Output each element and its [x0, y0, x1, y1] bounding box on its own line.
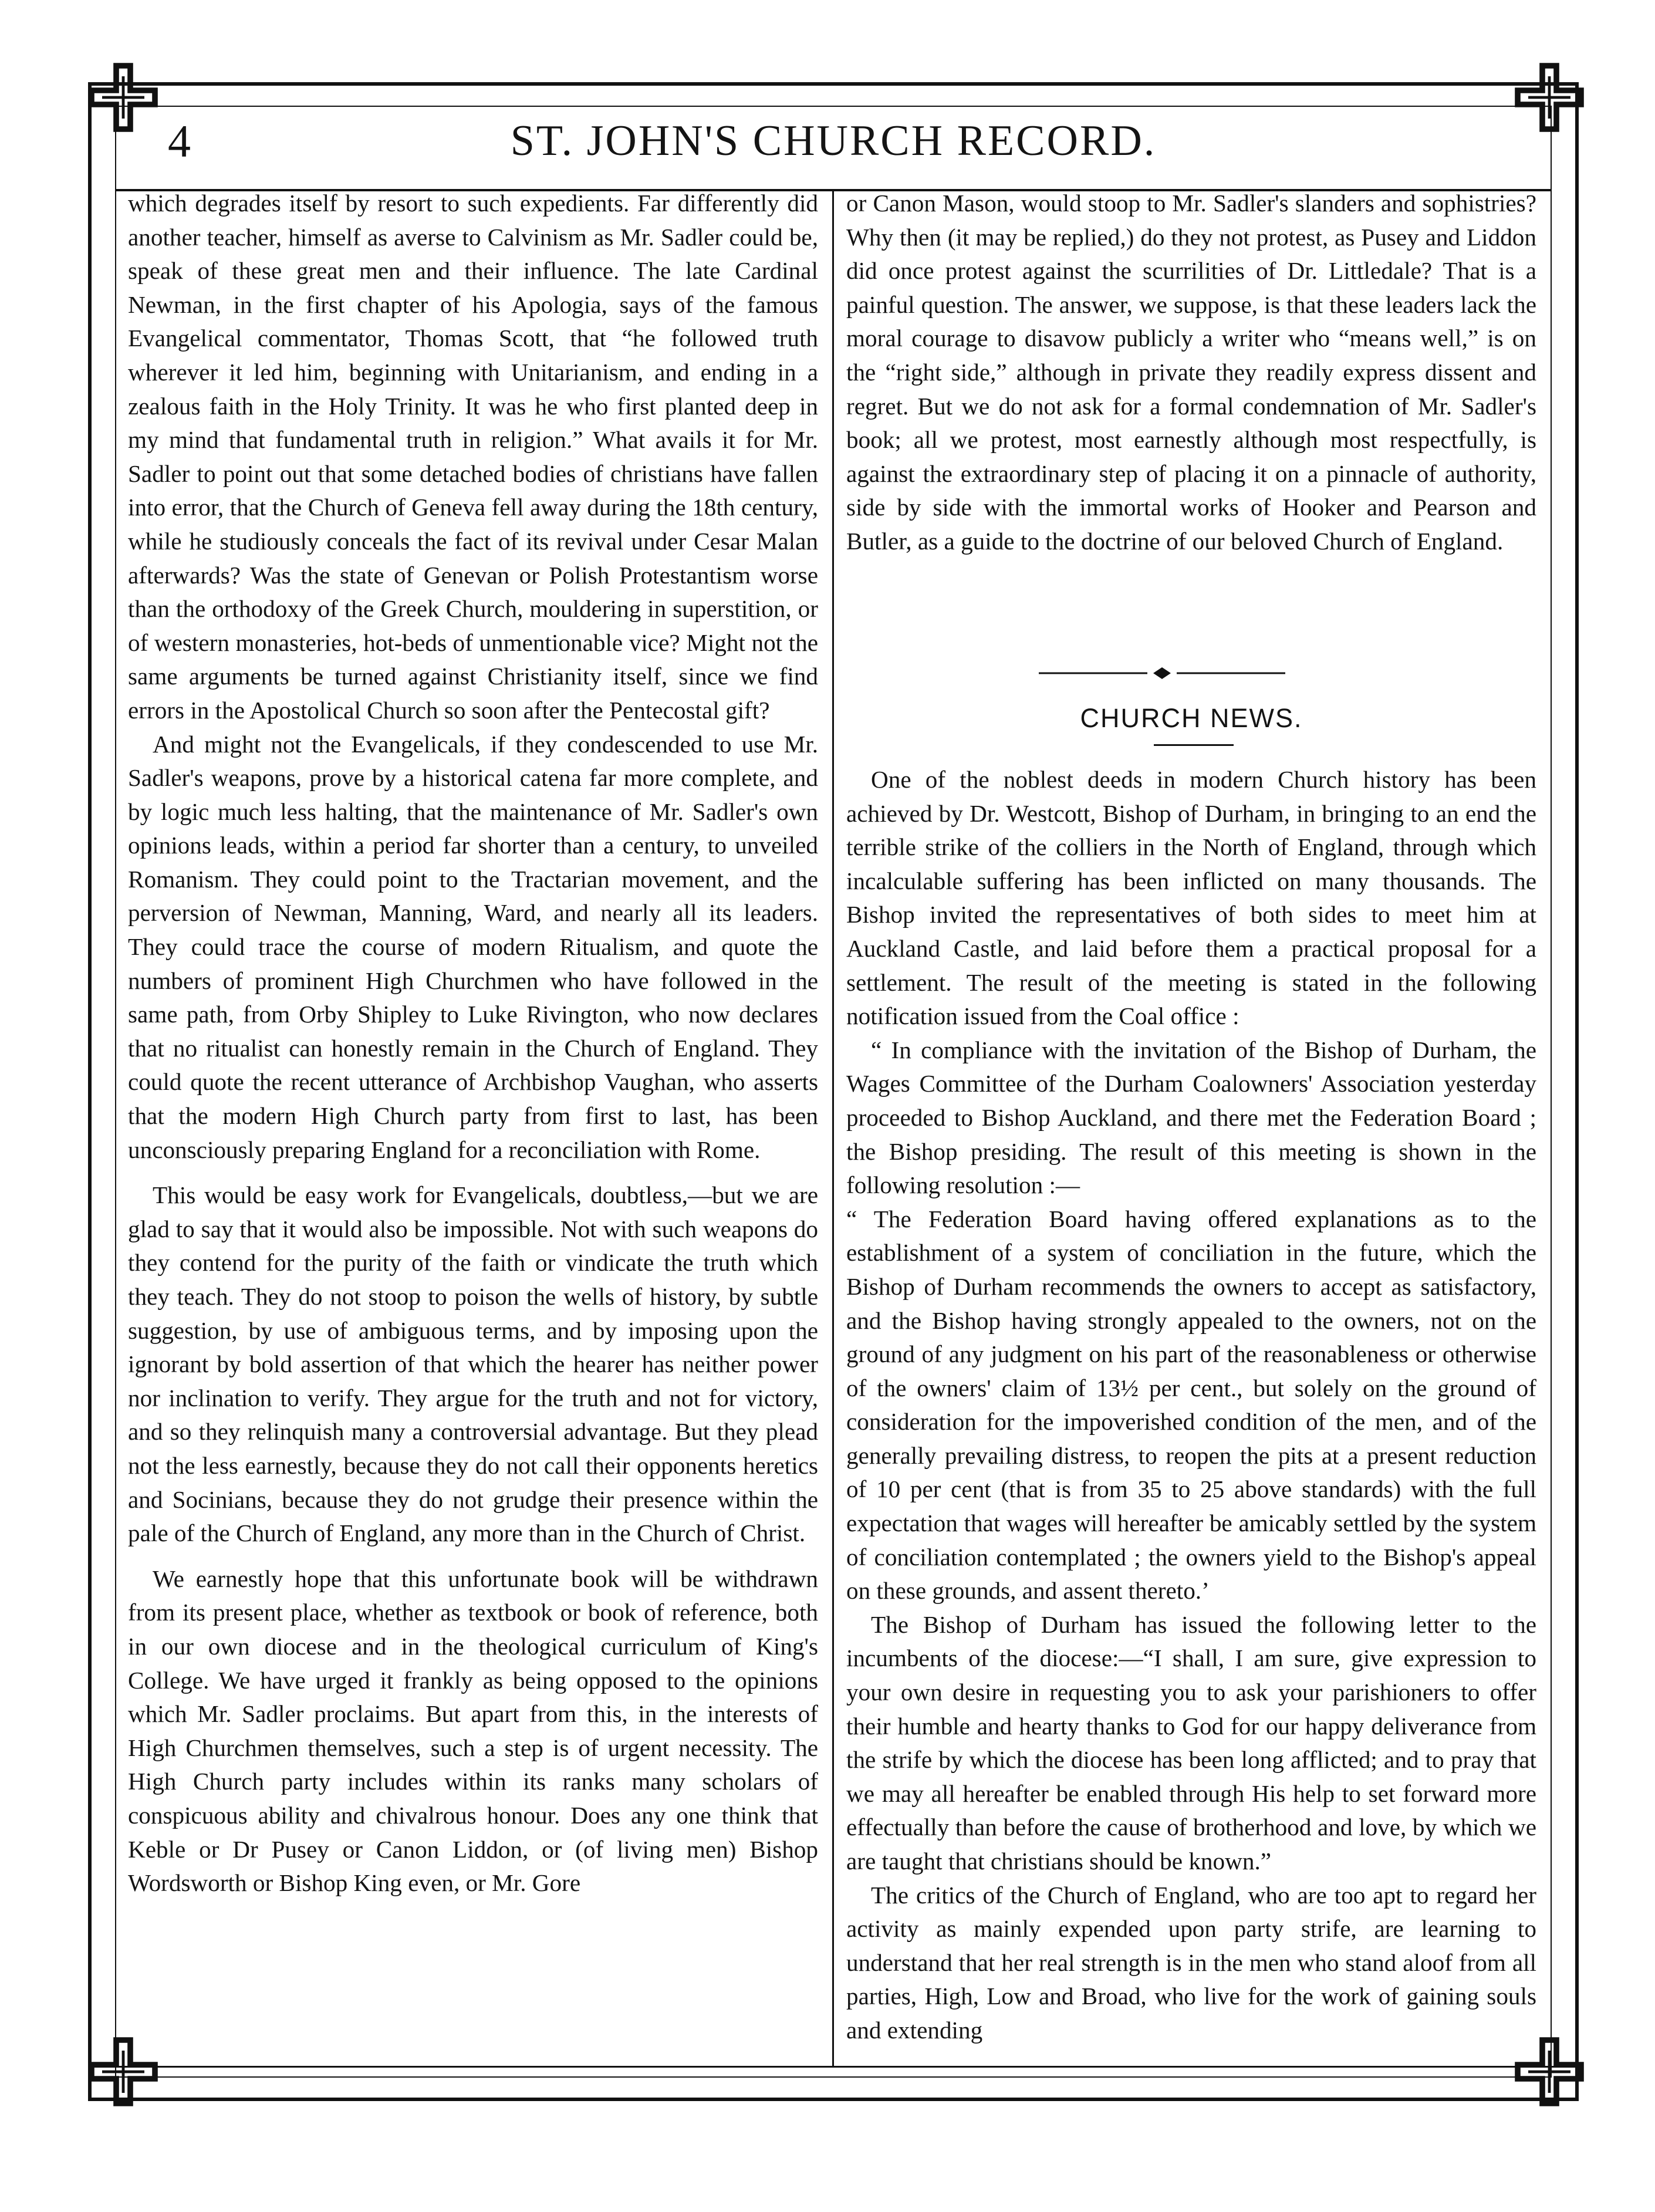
church-news-column [846, 763, 1536, 2048]
footer-rule [88, 2066, 1579, 2068]
article-paragraph: which degrades itself by resort to such expedients. Far differently did another teacher, himself as averse to Calvinism as Mr. Sadler could be, speak of these great men and their influence. The late Cardinal Newman, in the first chapter of his Apologia, says of the famous Evangelical commentator, Thomas Scott, that “he followed truth wherever it led him, beginning with Unitarianism, and ending in a zealous faith in the Holy Trinity. It was he who first planted deep in my mind that fundamental truth in religion.” What avails it for Mr. Sadler to point out that some detached bodies of christians have fallen into error, that the Church of Geneva fell away during the 18th century, while he studiously conceals the fact of its revival under Cesar Malan afterwards? Was the state of Genevan or Polish Protestantism worse than the orthodoxy of the Greek Church, mouldering in superstition, or of western monasteries, hot-beds of unmentionable vice? Might not the same arguments be turned against Christianity itself, since we find errors in the Apostolical Church so soon after the Pentecostal gift? [128, 190, 818, 724]
article-paragraph: And might not the Evangelicals, if they condescended to use Mr. Sadler's weapons, prove by a historical catena far more complete, and by logic much less halting, that the maintenance of Mr. Sadler's own opinions leads, within a period far shorter than a century, to unveiled Romanism. They could point to the Tractarian movement, and the perversion of Newman, Manning, Ward, and nearly all its leaders. They could trace the course of modern Ritualism, and quote the numbers of prominent High Churchmen who have followed in the same path, from Orby Shipley to Luke Rivington, who now declares that no ritualist can honestly remain in the Church of England. They could quote the recent utterance of Archbishop Vaughan, who asserts that the modern High Church party from first to last, has been unconsciously preparing England for a reconciliation with Rome. [128, 730, 818, 1163]
article-paragraph: We earnestly hope that this unfortunate book will be withdrawn from its present place, whether as textbook or book of reference, both in our own diocese and in the theological curriculum of King's College. We have urged it frankly as being opposed to the opinions which Mr. Sadler proclaims. But apart from this, in the interests of High Churchmen themselves, such a step is of urgent necessity. The High Church party includes within its ranks many scholars of conspicuous ability and chivalrous honour. Does any one think that Keble or Dr Pusey or Canon Liddon, or (of living men) Bishop Wordsworth or Bishop King even, or Mr. Gore [128, 1565, 818, 1897]
page-header [115, 112, 1552, 185]
news-quote: “ The Federation Board having offered explanations as to the establishment of a system of conciliation in the future, which the Bishop of Durham recommends the owners to accept as satisfactory, and the Bishop having strongly appealed to the owners, not on the ground of any judgment on his part of the reasonableness or otherwise of the owners' claim of 13½ per cent., but solely on the ground of consideration for the impoverished condition of the men, and of the generally prevailing distress, to reopen the pits at a present reduction of 10 per cent (that is from 35 to 25 above standards) with the full expectation that wages will hereafter be amicably settled by the system of conciliation contemplated ; the owners yield to the Bishop's appeal on these grounds, and assent thereto.’ [846, 1205, 1536, 1605]
news-paragraph: The critics of the Church of England, who are too apt to regard her activity as mainly expended upon party strife, are learning to understand that her real strength is in the men who stand aloof from all parties, High, Low and Broad, who live for the work of gaining souls and extending [846, 1881, 1536, 2044]
article-paragraph: or Canon Mason, would stoop to Mr. Sadler's slanders and sophistries? Why then (it may be replied,) do they not protest, as Pusey and Liddon did once protest against the scurrilities of Dr. Littledale? That is a painful question. The answer, we suppose, is that these leaders lack the moral courage to disavow publicly a writer who “means well,” is on the “right side,” although in private they readily express dissent and regret. But we do not ask for a formal condemnation of Mr. Sadler's book; all we protest, most earnestly although most respectfully, is against the extraordinary step of placing it on a pinnacle of authority, side by side with the immortal works of Hooker and Pearson and Butler, as a guide to the doctrine of our beloved Church of England. [846, 190, 1536, 555]
heading-underline [1154, 744, 1234, 746]
news-paragraph: One of the noblest deeds in modern Church history has been achieved by Dr. Westcott, Bishop of Durham, in bringing to an end the terrible strike of the colliers in the North of England, through which incalculable suffering has been inflicted on many thousands. The Bishop invited the representatives of both sides to meet him at Auckland Castle, and laid before them a practical proposal for a settlement. The result of the meeting is stated in the following notification issued from the Coal office : [846, 766, 1536, 1030]
page-number: 4 [168, 116, 191, 167]
left-column [128, 187, 818, 1900]
news-quote: “ In compliance with the invitation of the Bishop of Durham, the Wages Committee of the Durham Coalowners' Association yesterday proceeded to Bishop Auckland, and there met the Federation Board ; the Bishop presiding. The result of this meeting is shown in the following resolution :— [846, 1036, 1536, 1199]
publication-title: ST. JOHN'S CHURCH RECORD. [510, 117, 1157, 165]
right-column-top [846, 187, 1536, 559]
column-divider [832, 189, 834, 2066]
news-paragraph: The Bishop of Durham has issued the following letter to the incumbents of the diocese:—“I shall, I am sure, give expression to your own desire in requesting you to ask your parishioners to offer their humble and hearty thanks to God for our happy deliverance from the strife by which the diocese has been long afflicted; and to pray that we may all hereafter be enabled through His help to set forward more effectually than before the cause of brotherhood and love, by which we are taught that christians should be known.” [846, 1610, 1536, 1875]
section-heading: CHURCH NEWS. [1080, 703, 1303, 733]
section-ornament-icon [1039, 664, 1285, 682]
article-paragraph: This would be easy work for Evangelicals, doubtless,—but we are glad to say that it would also be impossible. Not with such weapons do they contend for the purity of the faith or vindicate the truth which they teach. They do not stoop to poison the wells of history, by subtle suggestion, by use of ambiguous terms, and by imposing upon the ignorant by bold assertion of that which the hearer has neither power nor inclination to verify. They argue for the truth and not for victory, and so they relinquish many a controversial advantage. But they plead not the less earnestly, because they do not call their opponents heretics and Socinians, because they do not grudge their presence within the pale of the Church of England, any more than in the Church of Christ. [128, 1181, 818, 1547]
cross-ornament-icon [88, 2037, 158, 2107]
